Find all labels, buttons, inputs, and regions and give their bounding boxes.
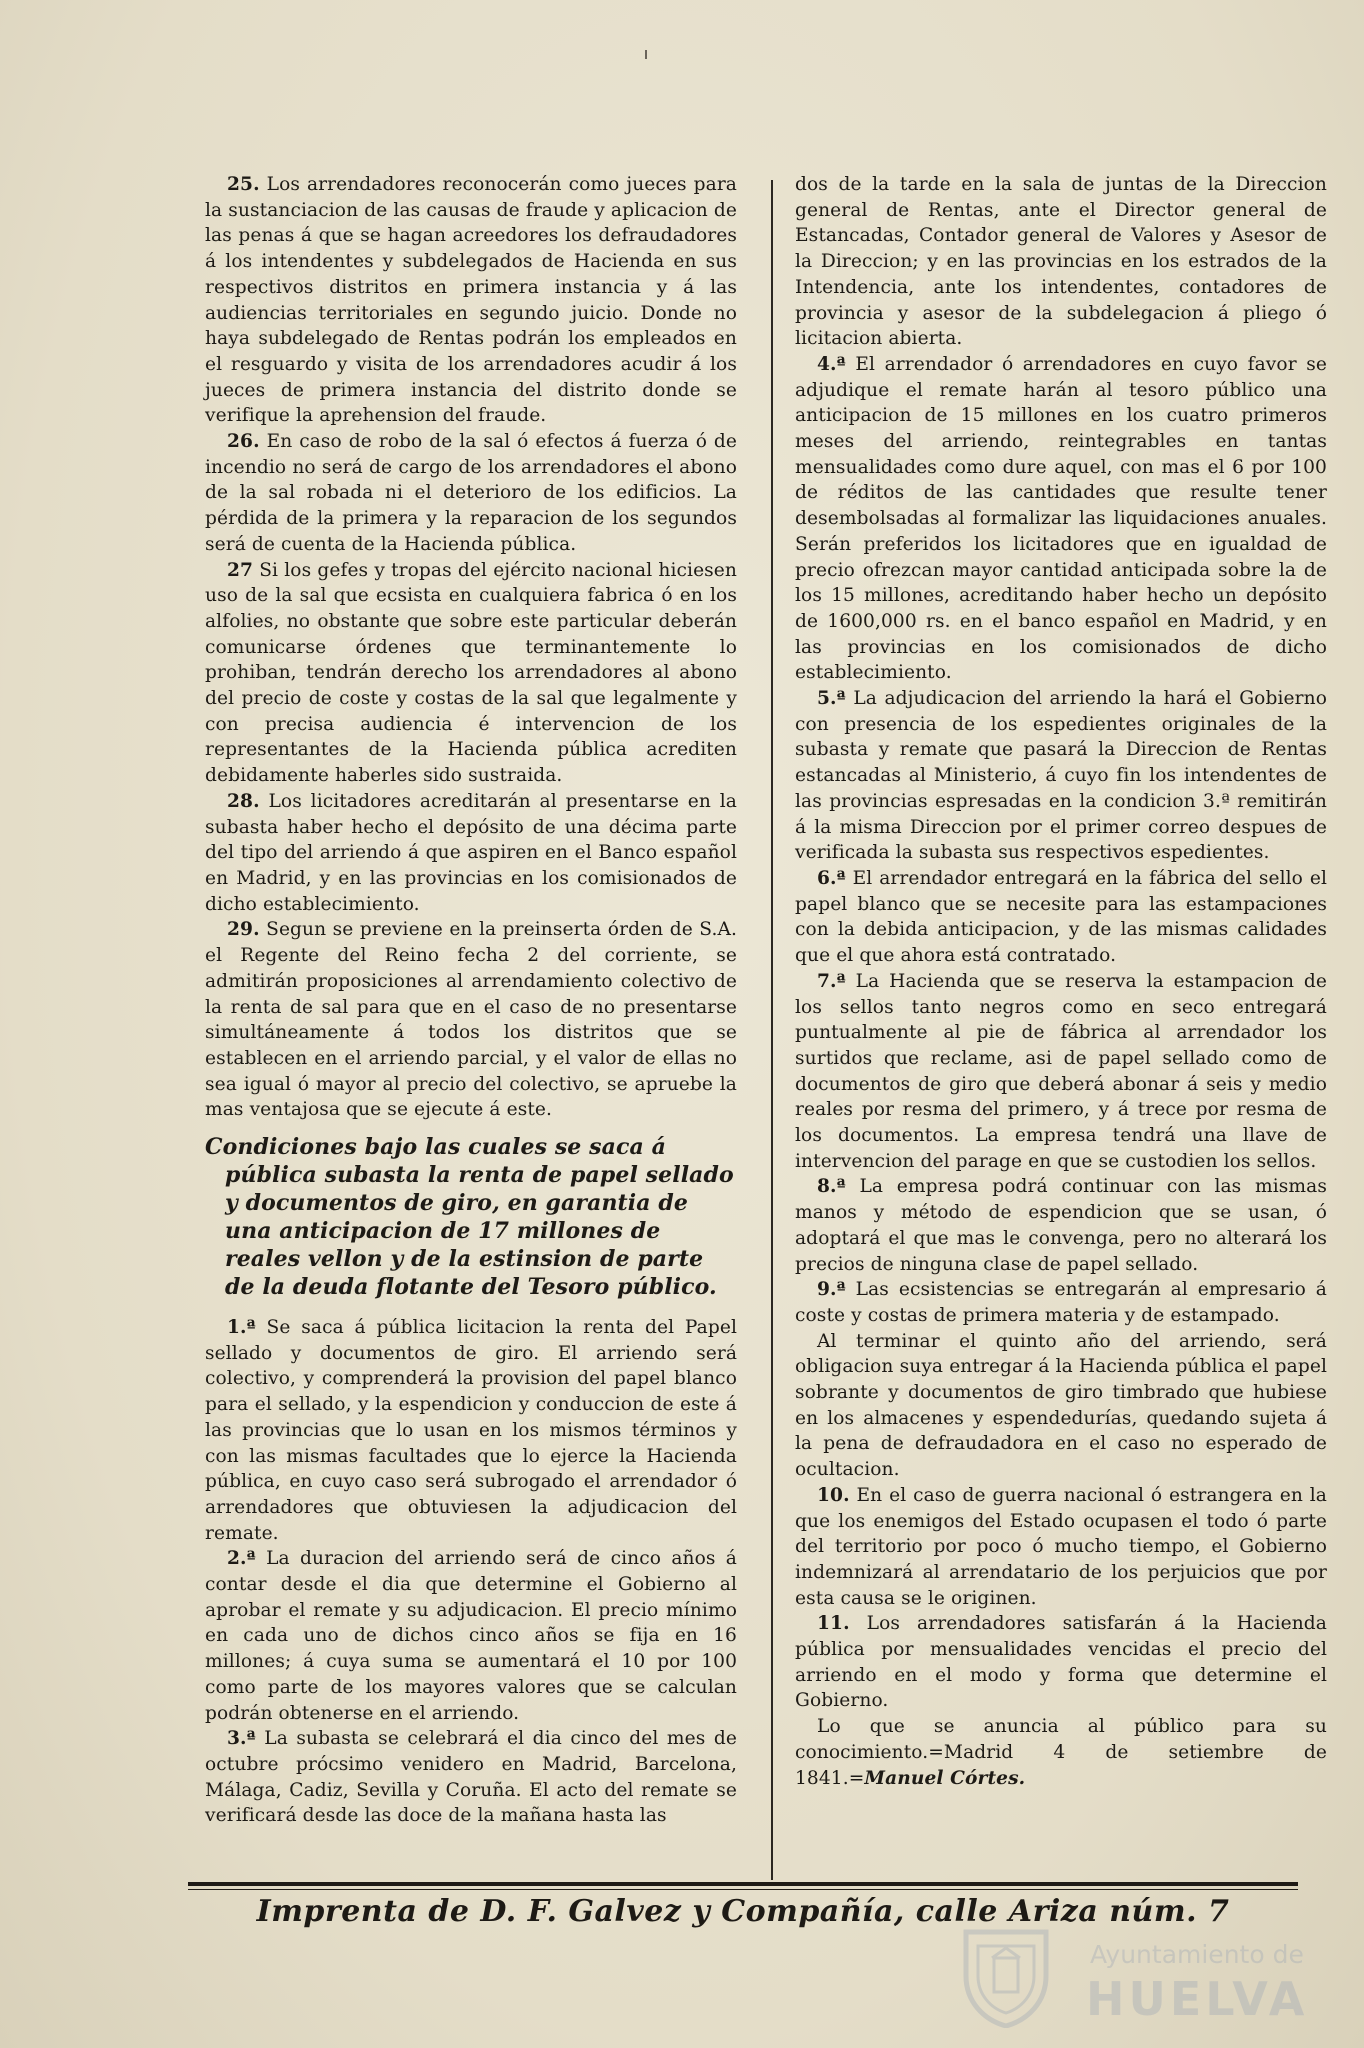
article-27: [205, 558, 737, 789]
left-column: [205, 172, 737, 1829]
condition-number: 1.ª: [227, 1317, 256, 1339]
condition-text: El arrendador entregará en la fábrica del sello el papel blanco que se necesite para las estampaciones con la debida anticipacion, y de las mismas calidades que el que ahora está contratado.: [795, 867, 1327, 967]
condition-number: 3.ª: [227, 1728, 256, 1750]
watermark: [958, 1922, 1309, 2034]
right-column: [795, 172, 1327, 1791]
condition-text: En el caso de guerra nacional ó estrangera en la que los enemigos del Estado ocupasen el todo ó parte del territorio por poco ó mucho tiempo, el Gobierno indemnizará al arrendatario de los perjuicios que por esta causa se le originen.: [795, 1484, 1327, 1609]
condition-number: 7.ª: [817, 970, 846, 992]
article-number: 26.: [227, 431, 260, 453]
condition-10: [795, 1483, 1327, 1612]
column-divider: [771, 180, 773, 1880]
condition-text: La Hacienda que se reserva la estampacion de los sellos tanto negros como en seco entregará puntualmente al pie de fábrica al arrendador los surtidos que reclame, asi de papel sellado como de documentos de giro que deberá abonar á seis y medio reales por resma del primero, y á trece por resma de los documentos. La empresa tendrá una llave de intervencion del parage en que se custodien los sellos.: [795, 970, 1327, 1172]
condition-number: 4.ª: [817, 353, 846, 375]
condition-text: Los arrendadores satisfarán á la Hacienda pública por mensualidades vencidas el precio del arriendo en el modo y forma que determine el Gobierno.: [795, 1613, 1327, 1712]
condition-9: [795, 1277, 1327, 1328]
closing-statement: [795, 1714, 1327, 1791]
signature: Manuel Córtes.: [864, 1767, 1026, 1789]
article-text: Si los gefes y tropas del ejército nacional hiciesen uso de la sal que ecsista en cualquiera fabrica ó en los alfolies, no obstante que sobre este particular deberán comunicarse órdenes que terminantemente lo prohiban, tendrán derecho los arrendadores al abono del precio de coste y costas de la sal que legalmente y con precisa audiencia é intervencion de los representantes de la Hacienda pública acrediten debidamente haberles sido sustraida.: [205, 559, 737, 787]
condition-8: [795, 1174, 1327, 1277]
print-mark: [645, 50, 647, 59]
condition-7: [795, 969, 1327, 1175]
condition-number: 10.: [817, 1484, 850, 1506]
conditions-title: Condiciones bajo las cuales se saca á pública subasta la renta de papel sellado y documentos de giro, en garantia de una anticipacion de 17 millones de reales vellon y de la estinsion de parte de la deuda flotante del Tesoro público.: [205, 1134, 734, 1301]
condition-11: [795, 1611, 1327, 1714]
footer-rule-thin: [188, 1889, 1298, 1890]
condition-2: [205, 1546, 737, 1726]
article-29: [205, 917, 737, 1123]
article-text: Los arrendadores reconocerán como jueces para la sustanciacion de las causas de fraude y aplicacion de las penas á que se hagan acreedores los defraudadores á los intendentes y subdelegados de Hacienda en sus respectivos distritos en primera instancia y á las audiencias territoriales en segundo juicio. Donde no haya subdelegado de Rentas podrán los empleados en el resguardo y visita de los arrendadores acudir á los jueces de primera instancia del distrito donde se verifique la aprehension del fraude.: [205, 174, 737, 427]
article-number: 27: [227, 559, 254, 581]
condition-4: [795, 352, 1327, 686]
condition-number: 2.ª: [227, 1548, 256, 1570]
condition-text: La subasta se celebrará el dia cinco del mes de octubre prócsimo venidero en Madrid, Barcelona, Málaga, Cadiz, Sevilla y Coruña. El acto del remate se verificará desde las doce de la mañana hasta las: [205, 1728, 737, 1827]
condition-6: [795, 866, 1327, 969]
article-text: En caso de robo de la sal ó efectos á fuerza ó de incendio no será de cargo de los arrendadores el abono de la sal robada ni el deterioro de los edificios. La pérdida de la primera y la reparacion de los segundos será de cuenta de la Hacienda pública.: [205, 431, 737, 555]
article-number: 29.: [227, 919, 260, 941]
condition-text: El arrendador ó arrendadores en cuyo favor se adjudique el remate harán al tesoro público una anticipacion de 15 millones en los cuatro primeros meses del arriendo, reintegrables en tantas mensualidades como dure aquel, con mas el 6 por 100 de réditos de las cantidades que resulte tener desembolsadas al formalizar las liquidaciones anuales. Serán preferidos los licitadores que en igualdad de precio ofrezcan mayor cantidad anticipada sobre la de los 15 millones, acreditando haber hecho un depósito de 1600,000 rs. en el banco español en Madrid, y en las provincias en los comisionados de dicho establecimiento.: [795, 353, 1327, 684]
footer-rule-thick: [188, 1882, 1298, 1886]
condition-text: Se saca á pública licitacion la renta del Papel sellado y documentos de giro. El arriendo será colectivo, y comprenderá la provision del papel blanco para el sellado, y la espendicion y conduccion de este á las provincias que lo usan en los mismos términos y con las mismas facultades que lo ejerce la Hacienda pública, en cuyo caso será subrogado el arrendador ó arrendadores que obtuviesen la adjudicacion del remate.: [205, 1317, 738, 1544]
condition-number: 8.ª: [817, 1176, 846, 1198]
article-text: Los licitadores acreditarán al presentarse en la subasta haber hecho el depósito de una décima parte del tipo del arriendo á que aspiren en el Banco español en Madrid, y en las provincias en los comisionados de dicho establecimiento.: [205, 790, 737, 915]
condition-3: [205, 1726, 737, 1829]
article-26: [205, 429, 737, 558]
condition-number: 9.ª: [817, 1279, 846, 1301]
printer-imprint: Imprenta de D. F. Galvez y Compañía, calle Ariza núm. 7: [256, 1894, 1230, 1929]
condition-text: La empresa podrá continuar con las mismas manos y método de espendicion que se usan, ó adoptará el que mas le convenga, pero no alterará los precios de ninguna clase de papel sellado.: [795, 1176, 1327, 1275]
condition-5: [795, 686, 1327, 866]
condition-number: 5.ª: [817, 688, 846, 710]
closing-text: Lo que se anuncia al público para su conocimiento.=Madrid 4 de setiembre de 1841.=: [795, 1716, 1327, 1789]
article-28: [205, 789, 737, 918]
condition-9-continued: Al terminar el quinto año del arriendo, será obligacion suya entregar á la Hacienda pública el papel sobrante y documentos de giro timbrado que hubiese en los almacenes y espendedurías, quedando sujeta á la pena de defraudadora en el caso no esperado de ocultacion.: [795, 1330, 1327, 1481]
article-number: 28.: [227, 790, 260, 812]
condition-1: [205, 1315, 737, 1546]
watermark-line-2: HUELVA: [1086, 1972, 1309, 2026]
article-number: 25.: [227, 174, 260, 195]
coat-of-arms-icon: [958, 1924, 1054, 2028]
article-text: Segun se previene en la preinserta órden de S.A. el Regente del Reino fecha 2 del corriente, se admitirán proposiciones al arrendamiento colectivo de la renta de sal para que en el caso de no presentarse simultáneamente á todos los distritos que se establecen en el arriendo parcial, y el valor de ellas no sea igual ó mayor al precio del colectivo, se apruebe la mas ventajosa que se ejecute á este.: [205, 919, 737, 1121]
condition-text: Las ecsistencias se entregarán al empresario á coste y costas de primera materia y de estampado.: [795, 1279, 1327, 1326]
condition-number: 6.ª: [817, 867, 846, 889]
condition-text: La duracion del arriendo será de cinco años á contar desde el dia que determine el Gobierno al aprobar el remate y su adjudicacion. El precio mínimo en cada uno de dichos cinco años se fija en 16 millones; á cuya suma se aumentará el 10 por 100 como parte de los mayores valores que se calculan podrán obtenerse en el arriendo.: [205, 1548, 737, 1724]
watermark-line-1: Ayuntamiento de: [1090, 1940, 1304, 1969]
condition-3-continued: dos de la tarde en la sala de juntas de la Direccion general de Rentas, ante el Director general de Estancadas, Contador general de Valores y Asesor de la Direccion; y en las provincias en los estrados de la Intendencia, ante los intendentes, contadores de provincia y asesor de la subdelegacion á pliego ó licitacion abierta.: [795, 174, 1327, 350]
condition-number: 11.: [817, 1613, 850, 1635]
article-25: [205, 172, 737, 429]
condition-text: La adjudicacion del arriendo la hará el Gobierno con presencia de los espedientes originales de la subasta y remate que pasará la Direccion de Rentas estancadas al Ministerio, á cuyo fin los intendentes de las provincias espresadas en la condicion 3.ª remitirán á la misma Direccion por el primer correo despues de verificada la subasta sus respectivos espedientes.: [795, 688, 1327, 864]
